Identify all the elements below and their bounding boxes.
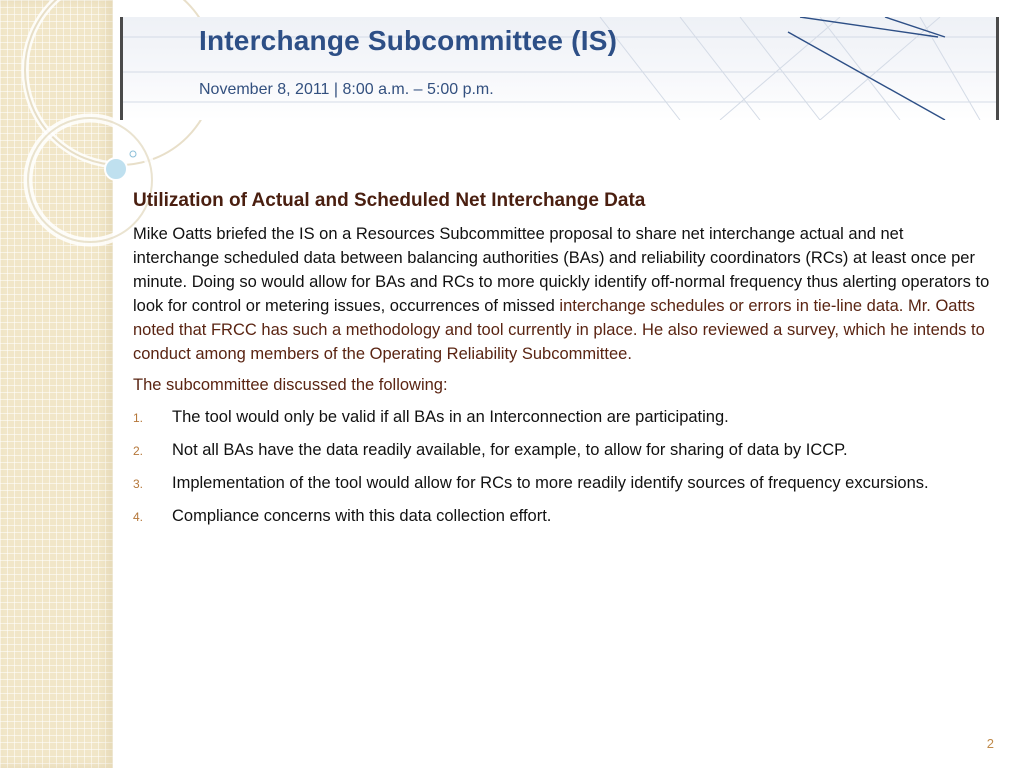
paragraph-text: Mike Oatts briefed the IS on a Resources Subcommittee proposal to share net interchange actual and net interchange scheduled data between balancing authorities (BAs) and reliability coordinators (RCs) at least once per minute. Doing so would allow for BAs and RCs to more quickly identify off-normal frequency thus alerting operators to look for control or metering issues, occurrences of missed xyxy=(133,225,990,315)
list-item xyxy=(133,438,993,462)
paragraph-accent-text: interchange schedules or errors in tie-line data. Mr. Oatts noted that FRCC has such a methodology and tool currently in place. He also reviewed a survey, which he intends to conduct among members of the Operating Reliability Subcommittee. xyxy=(133,297,985,363)
list-item-text: The tool would only be valid if all BAs in an Interconnection are participating. xyxy=(172,408,729,426)
list-number: 1. xyxy=(133,411,144,425)
header-right-border xyxy=(996,17,999,120)
list-number: 3. xyxy=(133,477,144,491)
list-item-text: Implementation of the tool would allow for RCs to more readily identify sources of frequency excursions. xyxy=(172,474,929,492)
list-item xyxy=(133,405,993,429)
slide-content xyxy=(133,190,993,537)
list-item-text: Compliance concerns with this data collection effort. xyxy=(172,507,552,525)
list-number: 2. xyxy=(133,444,144,458)
discussion-intro: The subcommittee discussed the following: xyxy=(133,376,448,394)
list-item xyxy=(133,471,993,495)
main-paragraph xyxy=(133,222,993,366)
list-number: 4. xyxy=(133,510,144,524)
list-item xyxy=(133,504,993,528)
header-left-border xyxy=(120,17,123,120)
page-number: 2 xyxy=(986,736,994,751)
list-item-text: Not all BAs have the data readily available, for example, to allow for sharing of data by ICCP. xyxy=(172,441,848,459)
discussion-list xyxy=(133,405,993,528)
header-banner xyxy=(120,17,999,120)
page-title: Interchange Subcommittee (IS) xyxy=(199,25,618,56)
section-heading: Utilization of Actual and Scheduled Net Interchange Data xyxy=(133,190,646,211)
meeting-date-subtitle: November 8, 2011 | 8:00 a.m. – 5:00 p.m. xyxy=(199,81,494,98)
